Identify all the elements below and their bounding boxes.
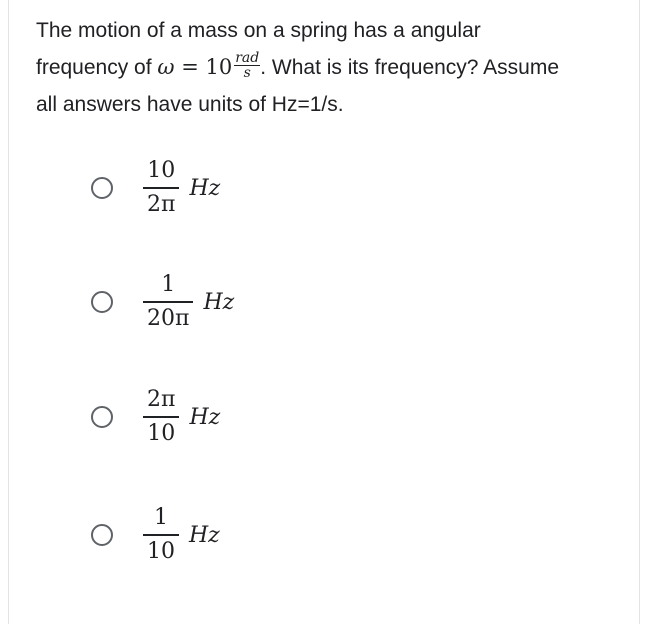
fraction-numerator: 10 — [147, 158, 176, 184]
option-fraction — [143, 271, 193, 333]
answer-option-3[interactable] — [91, 382, 391, 452]
option-unit: Hz — [189, 175, 221, 201]
unit-denominator: s — [243, 64, 251, 81]
option-fraction — [143, 504, 179, 566]
answer-option-1[interactable] — [91, 153, 391, 223]
option-fraction — [143, 386, 179, 448]
radio-button[interactable] — [91, 291, 113, 313]
fraction-bar — [143, 416, 179, 418]
question-line-2-suffix: . What is its frequency? Assume — [260, 56, 560, 79]
answer-option-4[interactable] — [91, 500, 391, 570]
fraction-bar — [143, 187, 179, 189]
omega-value: 10 — [205, 55, 233, 79]
option-unit: Hz — [189, 522, 220, 548]
fraction-bar — [143, 534, 179, 536]
option-unit: Hz — [189, 404, 221, 430]
fraction-bar — [143, 301, 193, 303]
question-line-3: all answers have units of Hz=1/s. — [36, 93, 344, 116]
option-unit: Hz — [203, 289, 235, 315]
rad-per-s-fraction — [234, 51, 260, 80]
fraction-numerator: 2π — [147, 387, 176, 413]
radio-button[interactable] — [91, 406, 113, 428]
fraction-denominator: 2π — [147, 191, 176, 217]
option-fraction — [143, 157, 179, 219]
question-line-1: The motion of a mass on a spring has a angular — [36, 19, 481, 42]
answer-option-2[interactable] — [91, 267, 391, 337]
fraction-numerator: 1 — [161, 272, 176, 298]
equals-sign: = — [174, 55, 206, 79]
question-card — [8, 0, 640, 624]
fraction-denominator: 10 — [147, 538, 175, 564]
unit-numerator: rad — [235, 49, 260, 66]
omega-symbol: ω — [157, 55, 175, 79]
question-text — [36, 12, 626, 123]
radio-button[interactable] — [91, 177, 113, 199]
fraction-numerator: 1 — [154, 505, 168, 531]
radio-button[interactable] — [91, 524, 113, 546]
question-line-2 — [36, 49, 626, 86]
fraction-denominator: 10 — [147, 420, 176, 446]
question-line-2-prefix: frequency of — [36, 56, 158, 79]
fraction-denominator: 20π — [147, 305, 190, 331]
